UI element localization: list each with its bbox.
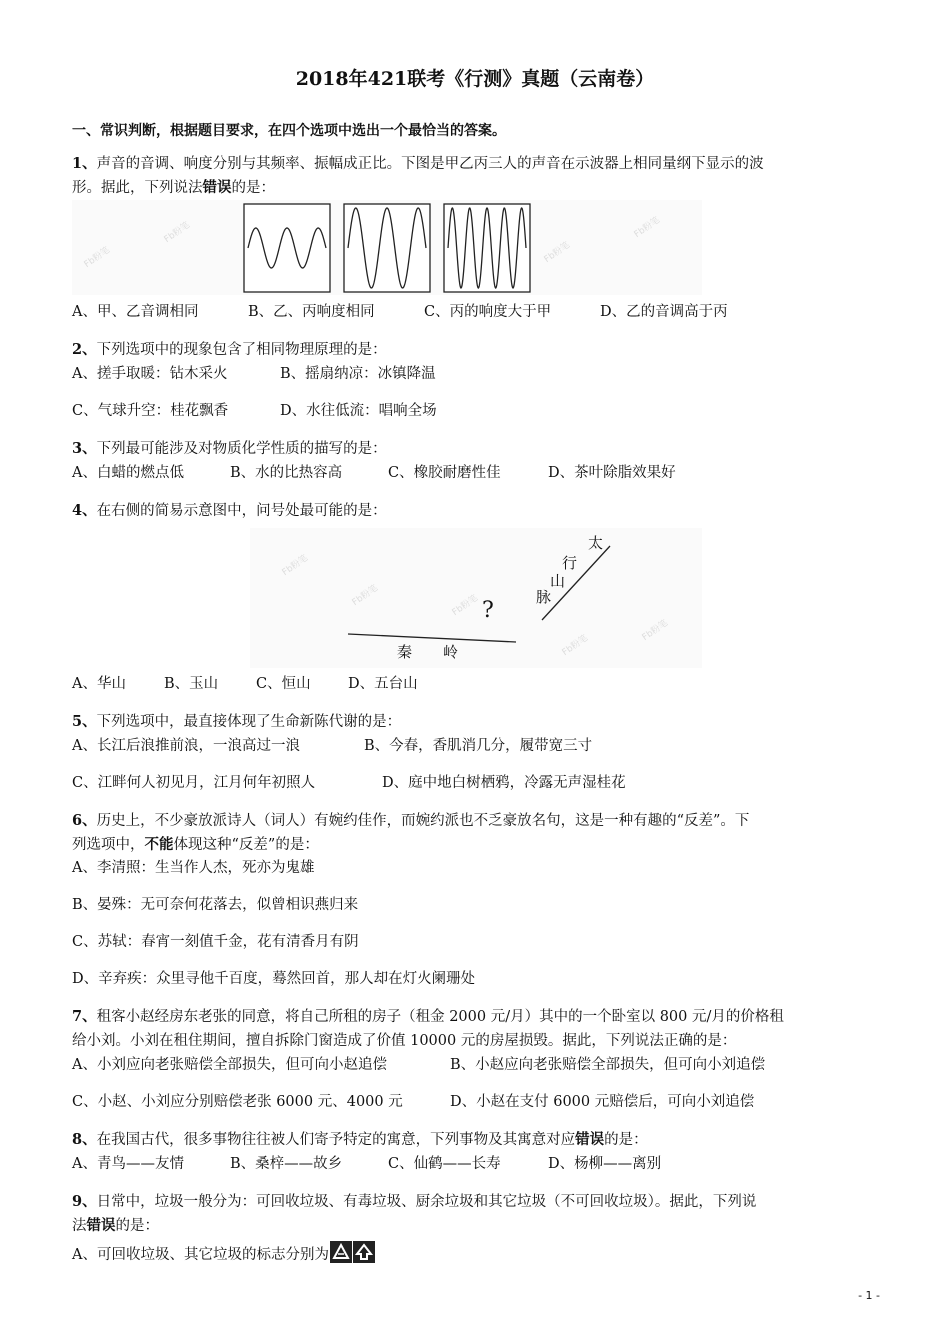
q4-option-c[interactable]: C、恒山 (256, 676, 311, 692)
q1-line2-bold: 错误 (202, 179, 232, 196)
q2-options-row2 (72, 401, 437, 421)
q2-stem-text: 下列选项中的现象包含了相同物理原理的是： (96, 342, 387, 358)
wave-box-yi (344, 204, 430, 292)
q3-number: 3、 (72, 440, 97, 457)
q6-option-c[interactable]: C、苏轼：春宵一刻值千金，花有清香月有阴 (72, 934, 359, 950)
qinling-char-2: 岭 (443, 643, 459, 661)
q5-options-row1 (72, 736, 592, 756)
q7-option-b[interactable]: B、小赵应向老张赔偿全部损失，但可向小刘追偿 (450, 1057, 766, 1073)
q7-options-row2 (72, 1092, 754, 1112)
q1-option-c[interactable]: C、丙的响度大于甲 (424, 304, 552, 320)
q8-option-b[interactable]: B、桑梓——故乡 (230, 1156, 343, 1172)
q8-stem (72, 1130, 648, 1150)
q8-options (72, 1154, 661, 1174)
q7-options-row1 (72, 1055, 765, 1075)
q9-stem-line2 (72, 1216, 159, 1236)
recyclable-symbol-icon (330, 1241, 352, 1263)
q1-options (72, 302, 728, 322)
taihang-char-4: 脉 (536, 588, 552, 606)
other-waste-symbol-icon (353, 1241, 375, 1263)
q3-stem-text: 下列最可能涉及对物质化学性质的描写的是： (96, 441, 387, 457)
q1-number: 1、 (72, 155, 97, 172)
q1-option-b[interactable]: B、乙、丙响度相同 (248, 304, 375, 320)
q2-number: 2、 (72, 341, 97, 358)
watermark: Fb粉笔 (280, 553, 311, 579)
q4-option-d[interactable]: D、五台山 (348, 676, 418, 692)
q3-option-b[interactable]: B、水的比热容高 (230, 465, 343, 481)
q1-figure (72, 200, 702, 295)
q9-line2-bold: 错误 (86, 1217, 116, 1234)
q8-stem-bold: 错误 (575, 1131, 605, 1148)
q7-stem-line2: 给小刘。小刘在租住期间，擅自拆除门窗造成了价值 10000 元的房屋损毁。据此，下列说法正确的是： (72, 1033, 737, 1049)
q6-option-d[interactable]: D、辛弃疾：众里寻他千百度，蓦然回首，那人却在灯火阑珊处 (72, 971, 476, 987)
q2-option-a[interactable]: A、搓手取暖：钻木采火 (72, 366, 228, 382)
question-mark: ? (482, 598, 494, 623)
page-number: - 1 - (858, 1289, 880, 1302)
taihang-char-3: 山 (550, 572, 566, 590)
q7-stem-line1 (72, 1007, 784, 1027)
q6-line2-post: 体现这种“反差”的是： (173, 837, 319, 853)
q2-option-b[interactable]: B、摇扇纳凉：冰镇降温 (280, 366, 436, 382)
q9-option-a[interactable] (72, 1241, 375, 1265)
q9-number: 9、 (72, 1193, 97, 1210)
q3-option-a[interactable]: A、白蜡的燃点低 (72, 465, 184, 481)
q2-option-d[interactable]: D、水往低流：唱响全场 (280, 403, 437, 419)
q3-option-c[interactable]: C、橡胶耐磨性佳 (388, 465, 501, 481)
q4-options (72, 674, 418, 694)
q7-number: 7、 (72, 1008, 97, 1025)
q3-option-d[interactable]: D、茶叶除脂效果好 (548, 465, 676, 481)
q3-stem (72, 439, 387, 459)
q6-stem-line2 (72, 835, 319, 855)
q3-options (72, 463, 676, 483)
q7-option-c[interactable]: C、小赵、小刘应分别赔偿老张 6000 元、4000 元 (72, 1094, 403, 1110)
watermark: Fb粉笔 (450, 593, 481, 619)
q4-map-lines (250, 528, 702, 668)
wave-box-jia (244, 204, 330, 292)
q8-stem-post: 的是： (604, 1132, 648, 1148)
q2-options-row1 (72, 364, 436, 384)
q9-option-a-text: A、可回收垃圾、其它垃圾的标志分别为 (72, 1247, 329, 1263)
q6-line2-pre: 列选项中， (72, 837, 145, 853)
q1-option-a[interactable]: A、甲、乙音调相同 (72, 304, 199, 320)
q1-line2-pre: 形。据此，下列说法 (72, 180, 203, 196)
q4-map (250, 528, 702, 668)
section-heading: 一、常识判断，根据题目要求，在四个选项中选出一个最恰当的答案。 (72, 123, 506, 139)
q8-number: 8、 (72, 1131, 97, 1148)
q5-stem (72, 712, 401, 732)
q9-line2-pre: 法 (72, 1218, 87, 1234)
q8-option-c[interactable]: C、仙鹤——长寿 (388, 1156, 501, 1172)
q6-line2-bold: 不能 (144, 836, 174, 853)
q4-number: 4、 (72, 502, 97, 519)
q9-stem-line1 (72, 1192, 756, 1212)
q4-stem-text: 在右侧的简易示意图中，问号处最可能的是： (96, 503, 387, 519)
q2-stem (72, 340, 387, 360)
watermark: Fb粉笔 (632, 215, 663, 241)
q7-option-a[interactable]: A、小刘应向老张赔偿全部损失，但可向小赵追偿 (72, 1057, 387, 1073)
q6-number: 6、 (72, 812, 97, 829)
oscilloscope-waves (72, 200, 702, 295)
watermark: Fb粉笔 (640, 618, 671, 644)
q5-options-row2 (72, 773, 626, 793)
q5-option-d[interactable]: D、庭中地白树栖鸦，冷露无声湿桂花 (382, 775, 626, 791)
q9-line2-post: 的是： (115, 1218, 159, 1234)
watermark: Fb粉笔 (162, 220, 193, 246)
watermark: Fb粉笔 (350, 583, 381, 609)
q1-line2-post: 的是： (231, 180, 275, 196)
q6-stem-line1 (72, 811, 749, 831)
q5-stem-text: 下列选项中，最直接体现了生命新陈代谢的是： (96, 714, 402, 730)
q9-line1-text: 日常中，垃圾一般分为：可回收垃圾、有毒垃圾、厨余垃圾和其它垃圾（不可回收垃圾）。据此，下列说 (96, 1194, 757, 1210)
q7-line1-text: 租客小赵经房东老张的同意，将自己所租的房子（租金 2000 元/月）其中的一个卧室以 800 元/月的价格租 (96, 1009, 784, 1025)
q1-option-d[interactable]: D、乙的音调高于丙 (600, 304, 728, 320)
watermark: Fb粉笔 (542, 240, 573, 266)
taihang-char-2: 行 (562, 554, 578, 572)
q8-option-d[interactable]: D、杨柳——离别 (548, 1156, 662, 1172)
q1-stem-line2 (72, 178, 275, 198)
q4-stem (72, 501, 387, 521)
q1-line1-text: 声音的音调、响度分别与其频率、振幅成正比。下图是甲乙丙三人的声音在示波器上相同量纲下显示的波 (96, 156, 764, 172)
q8-option-a[interactable]: A、青鸟——友情 (72, 1156, 184, 1172)
q2-option-c[interactable]: C、气球升空：桂花飘香 (72, 403, 229, 419)
q5-option-a[interactable]: A、长江后浪推前浪，一浪高过一浪 (72, 738, 300, 754)
q6-option-b[interactable]: B、晏殊：无可奈何花落去，似曾相识燕归来 (72, 897, 359, 913)
q5-option-c[interactable]: C、江畔何人初见月，江月何年初照人 (72, 775, 316, 791)
q8-stem-pre: 在我国古代，很多事物往往被人们寄予特定的寓意，下列事物及其寓意对应 (96, 1132, 576, 1148)
q7-option-d[interactable]: D、小赵在支付 6000 元赔偿后，可向小刘追偿 (450, 1094, 755, 1110)
q4-option-b[interactable]: B、玉山 (164, 676, 219, 692)
watermark: Fb粉笔 (560, 633, 591, 659)
qinling-line (348, 634, 516, 642)
watermark: Fb粉笔 (82, 245, 113, 271)
q5-number: 5、 (72, 713, 97, 730)
taihang-char-1: 太 (588, 534, 604, 552)
q6-option-a[interactable]: A、李清照：生当作人杰，死亦为鬼雄 (72, 860, 315, 876)
q5-option-b[interactable]: B、今春，香肌消几分，履带宽三寸 (364, 738, 593, 754)
page-title: 2018年421联考《行测》真题（云南卷） (295, 68, 655, 90)
q6-line1-text: 历史上，不少豪放派诗人（词人）有婉约佳作，而婉约派也不乏豪放名句，这是一种有趣的“反差”。下 (96, 813, 750, 829)
qinling-char-1: 秦 (397, 643, 413, 661)
q4-option-a[interactable]: A、华山 (72, 676, 126, 692)
q1-stem-line1 (72, 154, 764, 174)
